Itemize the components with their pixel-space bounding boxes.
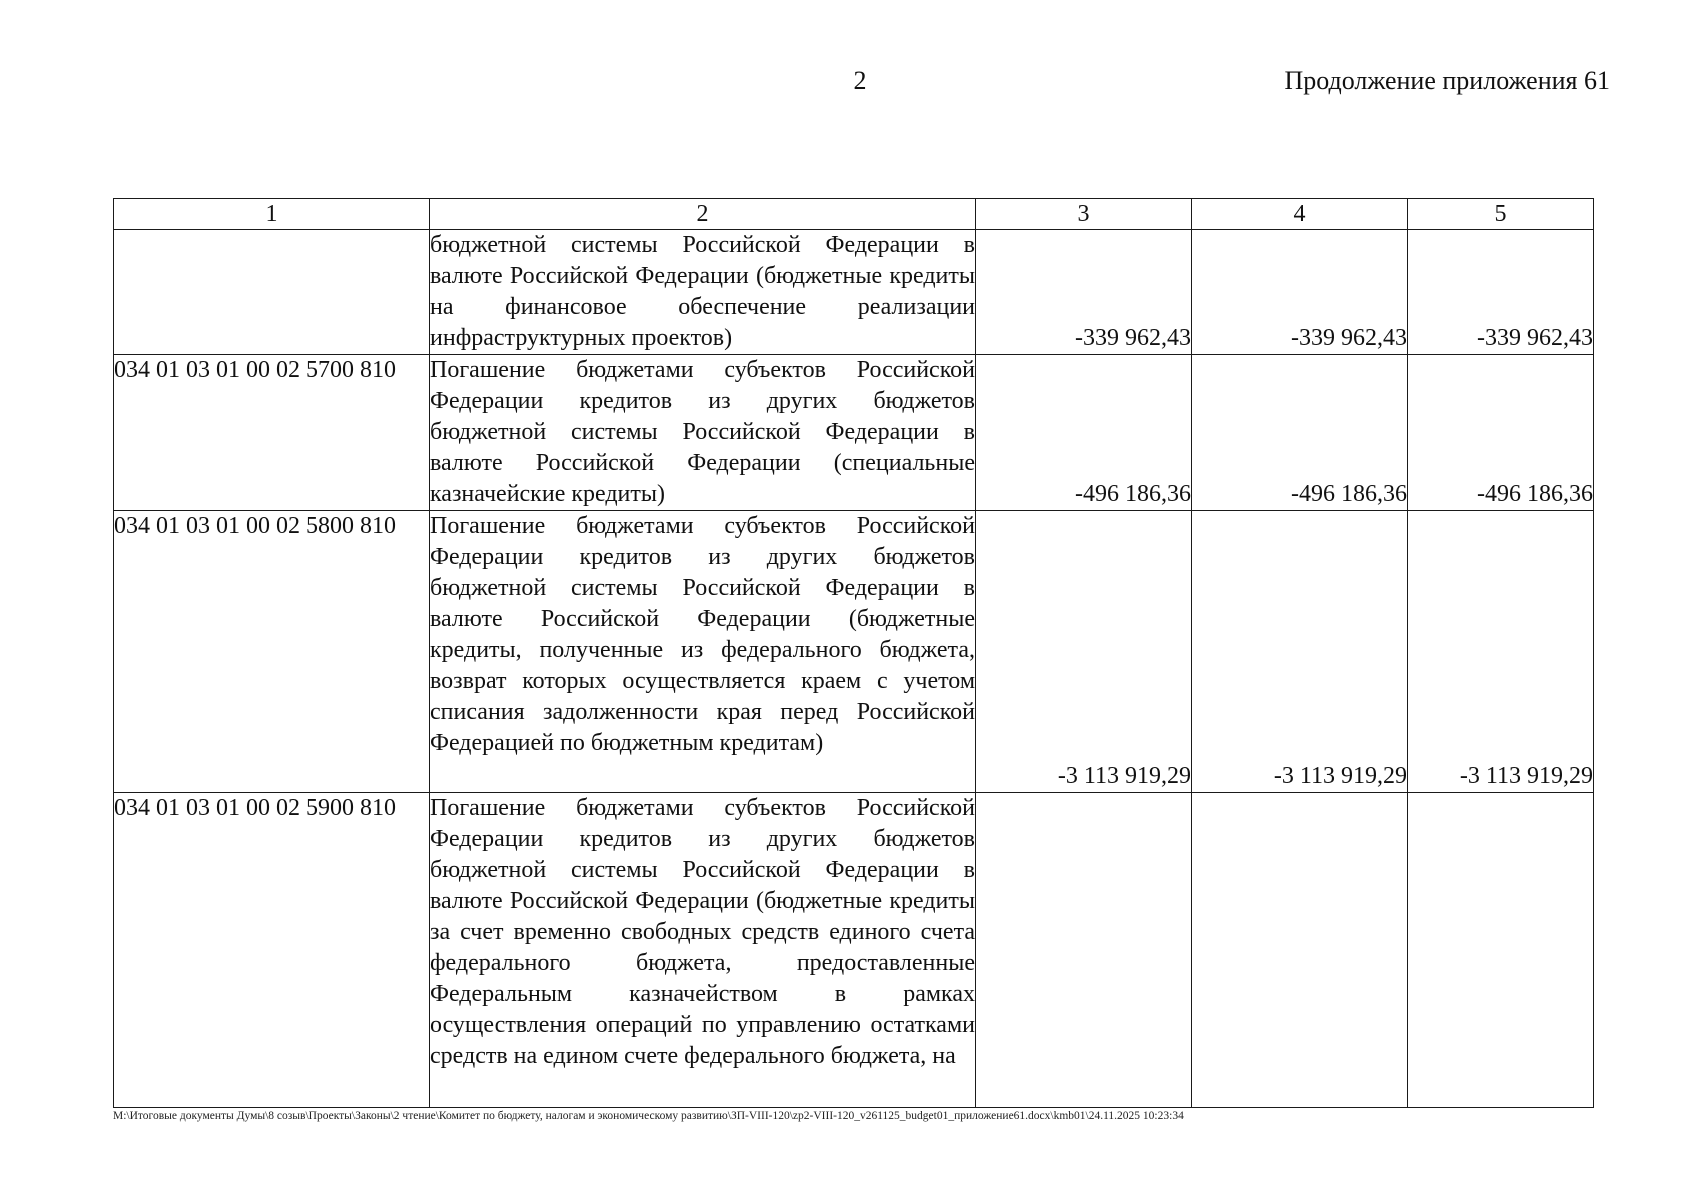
table-row bbox=[114, 511, 1594, 793]
row-value-col4: -496 186,36 bbox=[1192, 355, 1408, 511]
row-value-col5 bbox=[1408, 793, 1594, 1108]
row-description: Погашение бюджетами субъектов Российской Федерации кредитов из других бюджетов бюджетной системы Российской Федерации в валюте Российской Федерации (бюджетные кредиты, полученные из федерального бюджета, возврат которых осуществляется краем с учетом списания задолженности края перед Российской Федерацией по бюджетным кредитам) bbox=[430, 511, 976, 793]
row-value-col5: -496 186,36 bbox=[1408, 355, 1594, 511]
row-value-col5: -339 962,43 bbox=[1408, 230, 1594, 355]
row-description: Погашение бюджетами субъектов Российской Федерации кредитов из других бюджетов бюджетной системы Российской Федерации в валюте Российской Федерации (бюджетные кредиты за счет временно свободных средств единого счета федерального бюджета, предоставленные Федеральным казначейством в рамках осуществления операций по управлению остатками средств на едином счете федерального бюджета, на bbox=[430, 793, 976, 1108]
row-value-col4: -3 113 919,29 bbox=[1192, 511, 1408, 793]
table-row bbox=[114, 230, 1594, 355]
row-value-col3: -339 962,43 bbox=[976, 230, 1192, 355]
column-header-4: 4 bbox=[1192, 199, 1408, 230]
column-header-2: 2 bbox=[430, 199, 976, 230]
row-description: бюджетной системы Российской Федерации в валюте Российской Федерации (бюджетные кредиты на финансовое обеспечение реализации инфраструктурных проектов) bbox=[430, 230, 976, 355]
row-code: 034 01 03 01 00 02 5900 810 bbox=[114, 793, 430, 1108]
appendix-continuation-note: Продолжение приложения 61 bbox=[1284, 66, 1610, 95]
column-header-3: 3 bbox=[976, 199, 1192, 230]
column-header-5: 5 bbox=[1408, 199, 1594, 230]
row-value-col3: -496 186,36 bbox=[976, 355, 1192, 511]
row-code bbox=[114, 230, 430, 355]
table-row bbox=[114, 355, 1594, 511]
row-code: 034 01 03 01 00 02 5800 810 bbox=[114, 511, 430, 793]
row-value-col3: -3 113 919,29 bbox=[976, 511, 1192, 793]
page-number: 2 bbox=[853, 66, 867, 95]
row-value-col5: -3 113 919,29 bbox=[1408, 511, 1594, 793]
table-row bbox=[114, 793, 1594, 1108]
row-value-col4: -339 962,43 bbox=[1192, 230, 1408, 355]
row-description: Погашение бюджетами субъектов Российской Федерации кредитов из других бюджетов бюджетной системы Российской Федерации в валюте Российской Федерации (специальные казначейские кредиты) bbox=[430, 355, 976, 511]
document-file-path: M:\Итоговые документы Думы\8 созыв\Проекты\Законы\2 чтение\Комитет по бюджету, налогам и экономическому развитию\ЗП-VIII-120\zp2-VIII-120_v261125_budget01_приложение61.docx\kmb01\24.11.2025 10:23:34 bbox=[113, 1110, 1184, 1122]
row-value-col4 bbox=[1192, 793, 1408, 1108]
column-header-1: 1 bbox=[114, 199, 430, 230]
table-header-row bbox=[114, 199, 1594, 230]
row-value-col3 bbox=[976, 793, 1192, 1108]
budget-table bbox=[113, 198, 1594, 1108]
row-code: 034 01 03 01 00 02 5700 810 bbox=[114, 355, 430, 511]
